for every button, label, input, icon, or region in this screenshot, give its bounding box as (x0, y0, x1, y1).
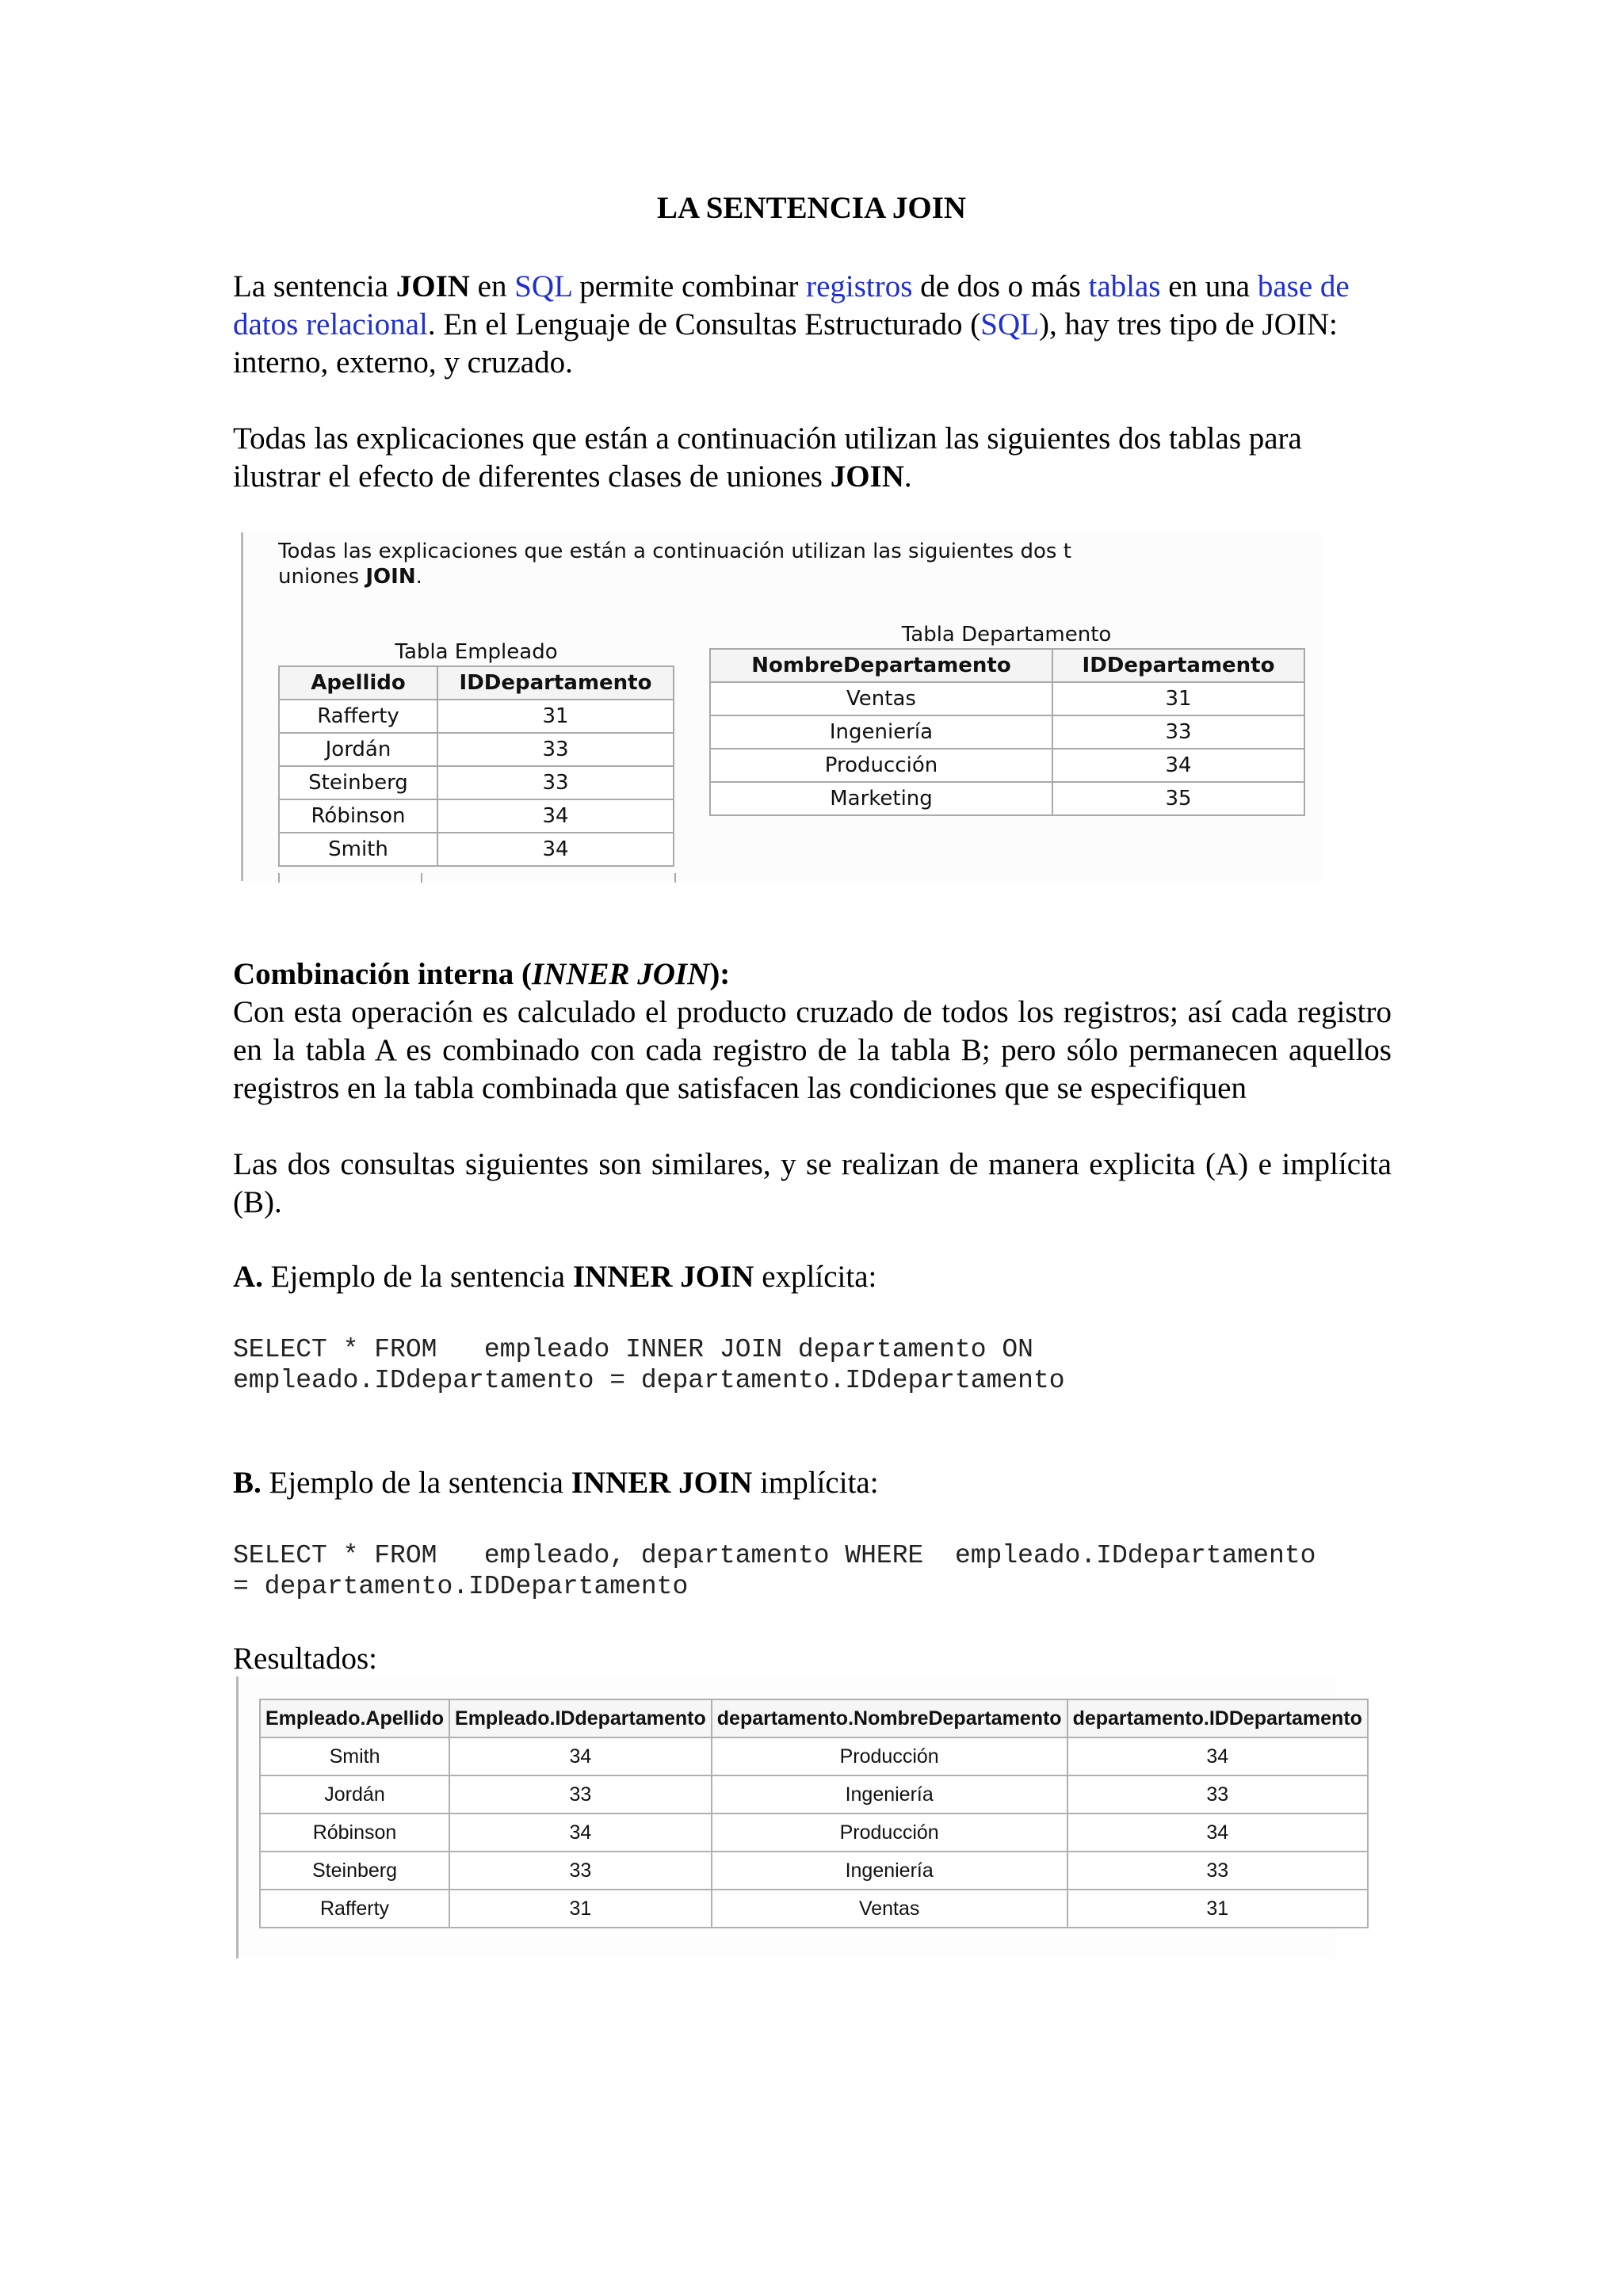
page-title: LA SENTENCIA JOIN (656, 191, 967, 225)
column-header: Empleado.IDdepartamento (449, 1699, 712, 1737)
example-b-code: SELECT * FROM empleado, departamento WHERE empleado.IDdepartamento = departamento.IDDepartamento (233, 1541, 1316, 1601)
link-sql-2[interactable]: SQL (980, 307, 1039, 341)
inner-join-heading: Combinación interna (INNER JOIN): (233, 957, 731, 991)
table-row: Producción 34 (710, 749, 1304, 782)
table-row: Rafferty 31 (279, 700, 674, 733)
table-row: Róbinson 34 Producción 34 (260, 1814, 1368, 1852)
table-row: Steinberg 33 (279, 766, 674, 799)
table-row: Róbinson 34 (279, 799, 674, 833)
table-row: Steinberg 33 Ingeniería 33 (260, 1852, 1368, 1890)
table-row: Rafferty 31 Ventas 31 (260, 1890, 1368, 1928)
link-tablas[interactable]: tablas (1088, 269, 1161, 303)
column-header: departamento.IDDepartamento (1067, 1699, 1368, 1737)
example-b-heading: B. Ejemplo de la sentencia INNER JOIN implícita: (233, 1466, 879, 1500)
intro-paragraph: La sentencia JOIN en SQL permite combinar registros de dos o más tablas en una base de datos relacional. En el Lenguaje de Consultas Estructurado (SQL), hay tres tipo de JOIN: interno, externo, y cruzado. (233, 269, 1350, 379)
table-row: Smith 34 Producción 34 (260, 1737, 1368, 1775)
column-header: Apellido (279, 666, 437, 700)
column-header: IDDepartamento (1052, 649, 1304, 682)
results-label: Resultados: (233, 1642, 377, 1676)
column-header: departamento.NombreDepartamento (712, 1699, 1067, 1737)
column-header: IDDepartamento (437, 666, 674, 700)
table-row: Jordán 33 (279, 733, 674, 766)
link-registros[interactable]: registros (806, 269, 913, 303)
figure-intro: Todas las explicaciones que están a continuación utilizan las siguientes dos t uniones JOIN. (278, 540, 1071, 589)
departamento-caption: Tabla Departamento (901, 623, 1112, 646)
table-row: Ingeniería 33 (710, 715, 1304, 749)
example-a-code: SELECT * FROM empleado INNER JOIN departamento ON empleado.IDdepartamento = departamento.IDdepartamento (233, 1335, 1065, 1395)
empleado-table (278, 666, 674, 867)
column-header: NombreDepartamento (710, 649, 1052, 682)
results-table (259, 1699, 1369, 1928)
departamento-table (709, 648, 1305, 816)
empleado-caption: Tabla Empleado (395, 640, 558, 664)
explain-paragraph: Todas las explicaciones que están a continuación utilizan las siguientes dos tablas para ilustrar el efecto de diferentes clases de uniones JOIN. (233, 421, 1302, 494)
table-continuation (278, 873, 676, 883)
column-header: Empleado.Apellido (260, 1699, 449, 1737)
example-a-heading: A. Ejemplo de la sentencia INNER JOIN explícita: (233, 1260, 877, 1294)
link-base-de-datos[interactable]: base de datos relacional (233, 269, 1350, 341)
link-sql[interactable]: SQL (514, 269, 572, 303)
table-row: Jordán 33 Ingeniería 33 (260, 1775, 1368, 1814)
results-figure (236, 1676, 1362, 1958)
inner-join-description: Con esta operación es calculado el producto cruzado de todos los registros; así cada registro en la tabla A es combinado con cada registro de la tabla B; pero sólo permanecen aquellos registros en la tabla combinada que satisfacen las condiciones que se especifiquen (233, 995, 1392, 1105)
table-row: Marketing 35 (710, 782, 1304, 815)
table-row: Ventas 31 (710, 682, 1304, 715)
tables-figure (241, 532, 1321, 881)
inner-join-note: Las dos consultas siguientes son similares, y se realizan de manera explicita (A) e implícita (B). (233, 1147, 1392, 1219)
table-row: Smith 34 (279, 833, 674, 866)
